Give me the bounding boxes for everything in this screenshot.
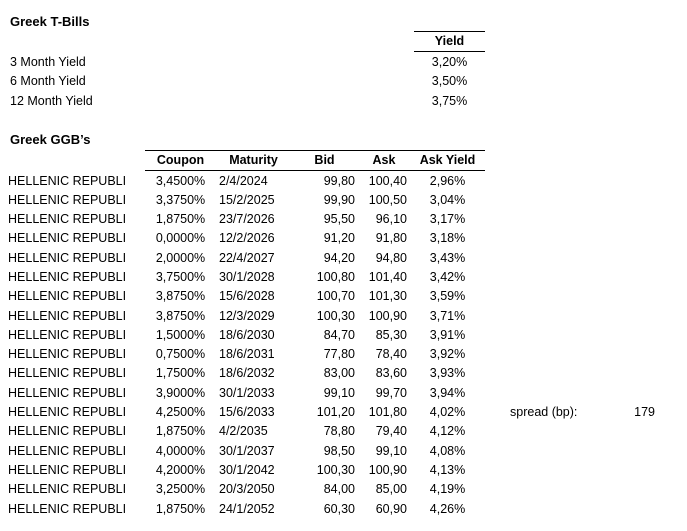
tbill-row [0, 53, 687, 72]
ggb-cell-maturity: 18/6/2032 [219, 366, 275, 381]
ggb-table-row [0, 229, 687, 248]
ggb-cell-coupon: 3,9000% [155, 385, 206, 400]
ggb-table-row [0, 480, 687, 499]
ggb-cell-maturity: 15/2/2025 [219, 192, 275, 207]
ggb-cell-bid: 99,10 [323, 385, 355, 400]
tbill-row-yield-value: 3,20% [431, 55, 468, 69]
tbills-rows [0, 53, 687, 111]
ggb-cell-maturity: 22/4/2027 [219, 250, 275, 265]
ggb-cell-ask-yield: 4,13% [429, 462, 466, 477]
ggb-cell-coupon: 0,0000% [155, 231, 206, 246]
ggb-cell-maturity: 4/2/2035 [219, 424, 268, 439]
ggb-cell-bid: 91,20 [323, 231, 355, 246]
ggb-cell-ask: 100,90 [368, 462, 407, 477]
ggb-cell-ask: 100,90 [368, 308, 407, 323]
ggb-cell-ask: 99,10 [375, 443, 407, 458]
ggb-cell-bid: 101,20 [316, 405, 355, 420]
ggb-cell-ask: 100,50 [368, 192, 407, 207]
spread-note [510, 403, 655, 422]
ggbs-section-title: Greek GGB’s [10, 132, 91, 147]
ggb-cell-ask: 101,40 [368, 269, 407, 284]
ggb-cell-issuer: HELLENIC REPUBLI [8, 231, 127, 246]
ggb-cell-coupon: 0,7500% [155, 347, 206, 362]
ggb-cell-maturity: 20/3/2050 [219, 482, 275, 497]
ggb-cell-maturity: 24/1/2052 [219, 501, 275, 516]
ggb-cell-ask: 94,80 [375, 250, 407, 265]
ggb-cell-maturity: 15/6/2033 [219, 405, 275, 420]
ggb-table-row [0, 500, 687, 519]
ggb-cell-ask-yield: 3,17% [429, 212, 466, 227]
column-header-bid: Bid [314, 153, 335, 167]
column-header-ask-yield: Ask Yield [419, 153, 476, 167]
ggb-cell-bid: 100,30 [316, 308, 355, 323]
ggb-cell-coupon: 3,4500% [155, 173, 206, 188]
ggb-cell-ask: 101,80 [368, 405, 407, 420]
ggb-cell-ask-yield: 4,12% [429, 424, 466, 439]
ggb-cell-ask-yield: 4,19% [429, 482, 466, 497]
ggb-table-row [0, 287, 687, 306]
tbill-row [0, 72, 687, 91]
ggb-cell-ask-yield: 3,43% [429, 250, 466, 265]
ggb-cell-maturity: 18/6/2030 [219, 327, 275, 342]
ggb-cell-bid: 95,50 [323, 212, 355, 227]
ggb-cell-bid: 77,80 [323, 347, 355, 362]
ggb-cell-bid: 83,00 [323, 366, 355, 381]
spread-label: spread (bp): [510, 405, 578, 419]
tbills-yield-column-header: Yield [414, 31, 485, 52]
ggb-cell-coupon: 1,8750% [155, 424, 206, 439]
column-header-coupon: Coupon [156, 153, 205, 167]
ggbs-table-body [0, 172, 687, 519]
ggb-cell-maturity: 23/7/2026 [219, 212, 275, 227]
ggb-cell-issuer: HELLENIC REPUBLI [8, 385, 127, 400]
ggb-cell-ask-yield: 4,26% [429, 501, 466, 516]
ggb-cell-ask-yield: 3,94% [429, 385, 466, 400]
ggb-cell-coupon: 4,2500% [155, 405, 206, 420]
ggb-cell-issuer: HELLENIC REPUBLI [8, 212, 127, 227]
ggb-cell-ask-yield: 3,93% [429, 366, 466, 381]
column-header-ask: Ask [372, 153, 396, 167]
ggb-cell-bid: 78,80 [323, 424, 355, 439]
ggb-cell-coupon: 4,2000% [155, 462, 206, 477]
ggb-cell-ask-yield: 4,08% [429, 443, 466, 458]
ggb-cell-maturity: 30/1/2037 [219, 443, 275, 458]
ggbs-table-header-row [145, 150, 485, 171]
ggb-cell-issuer: HELLENIC REPUBLI [8, 173, 127, 188]
ggb-table-row [0, 442, 687, 461]
ggb-cell-ask: 96,10 [375, 212, 407, 227]
ggb-cell-coupon: 4,0000% [155, 443, 206, 458]
ggb-cell-ask: 100,40 [368, 173, 407, 188]
ggb-cell-issuer: HELLENIC REPUBLI [8, 424, 127, 439]
ggb-table-row [0, 364, 687, 383]
ggb-cell-ask: 60,90 [375, 501, 407, 516]
ggb-cell-issuer: HELLENIC REPUBLI [8, 327, 127, 342]
ggb-cell-issuer: HELLENIC REPUBLI [8, 269, 127, 284]
tbill-row [0, 92, 687, 111]
ggb-cell-issuer: HELLENIC REPUBLI [8, 366, 127, 381]
ggb-cell-maturity: 30/1/2028 [219, 269, 275, 284]
ggb-cell-issuer: HELLENIC REPUBLI [8, 192, 127, 207]
ggb-cell-maturity: 2/4/2024 [219, 173, 268, 188]
ggb-cell-coupon: 1,8750% [155, 212, 206, 227]
ggb-cell-bid: 100,80 [316, 269, 355, 284]
ggb-cell-ask: 91,80 [375, 231, 407, 246]
ggb-cell-ask-yield: 3,59% [429, 289, 466, 304]
ggb-cell-ask-yield: 3,91% [429, 327, 466, 342]
ggb-cell-issuer: HELLENIC REPUBLI [8, 250, 127, 265]
ggb-cell-maturity: 30/1/2042 [219, 462, 275, 477]
ggb-cell-ask-yield: 3,71% [429, 308, 466, 323]
ggb-cell-issuer: HELLENIC REPUBLI [8, 443, 127, 458]
ggb-cell-ask-yield: 3,18% [429, 231, 466, 246]
ggb-cell-bid: 100,70 [316, 289, 355, 304]
ggb-table-row [0, 326, 687, 345]
ggb-table-row [0, 249, 687, 268]
ggb-cell-ask-yield: 2,96% [429, 173, 466, 188]
ggb-cell-issuer: HELLENIC REPUBLI [8, 308, 127, 323]
ggb-cell-issuer: HELLENIC REPUBLI [8, 462, 127, 477]
ggb-table-row [0, 345, 687, 364]
ggb-cell-issuer: HELLENIC REPUBLI [8, 289, 127, 304]
ggb-cell-coupon: 1,8750% [155, 501, 206, 516]
ggb-cell-ask: 78,40 [375, 347, 407, 362]
ggb-cell-maturity: 30/1/2033 [219, 385, 275, 400]
ggb-cell-bid: 94,20 [323, 250, 355, 265]
ggb-cell-ask: 85,30 [375, 327, 407, 342]
ggb-cell-issuer: HELLENIC REPUBLI [8, 501, 127, 516]
ggb-cell-ask-yield: 4,02% [429, 405, 466, 420]
tbill-row-label: 12 Month Yield [10, 93, 93, 108]
tbill-row-yield-value: 3,50% [431, 74, 468, 89]
ggb-cell-bid: 100,30 [316, 462, 355, 477]
ggb-table-row [0, 191, 687, 210]
tbills-section-title: Greek T-Bills [10, 14, 90, 29]
ggb-table-row [0, 461, 687, 480]
ggb-cell-ask-yield: 3,42% [429, 269, 466, 284]
ggb-cell-coupon: 3,8750% [155, 289, 206, 304]
tbill-row-yield-value: 3,75% [431, 93, 468, 108]
ggb-cell-maturity: 18/6/2031 [219, 347, 275, 362]
ggb-cell-bid: 98,50 [323, 443, 355, 458]
column-header-maturity: Maturity [229, 153, 278, 167]
ggb-table-row [0, 210, 687, 229]
ggb-cell-coupon: 1,7500% [155, 366, 206, 381]
ggb-cell-bid: 84,00 [323, 482, 355, 497]
ggb-cell-ask: 99,70 [375, 385, 407, 400]
ggb-cell-coupon: 3,2500% [155, 482, 206, 497]
ggb-cell-coupon: 3,8750% [155, 308, 206, 323]
ggb-cell-maturity: 12/2/2026 [219, 231, 275, 246]
ggb-cell-coupon: 1,5000% [155, 327, 206, 342]
ggb-table-row [0, 268, 687, 287]
ggb-table-row [0, 422, 687, 441]
ggb-cell-coupon: 2,0000% [155, 250, 206, 265]
ggb-cell-issuer: HELLENIC REPUBLI [8, 405, 127, 420]
ggb-cell-ask-yield: 3,92% [429, 347, 466, 362]
ggb-cell-issuer: HELLENIC REPUBLI [8, 347, 127, 362]
ggb-cell-maturity: 15/6/2028 [219, 289, 275, 304]
ggb-cell-ask-yield: 3,04% [429, 192, 466, 207]
ggb-cell-ask: 101,30 [368, 289, 407, 304]
ggb-cell-maturity: 12/3/2029 [219, 308, 275, 323]
ggb-table-row [0, 172, 687, 191]
tbill-row-label: 3 Month Yield [10, 55, 86, 69]
ggb-table-row [0, 307, 687, 326]
ggb-cell-coupon: 3,3750% [155, 192, 206, 207]
ggb-cell-ask: 85,00 [375, 482, 407, 497]
ggb-cell-bid: 99,80 [323, 173, 355, 188]
ggb-cell-bid: 60,30 [323, 501, 355, 516]
spread-value: 179 [634, 405, 655, 419]
tbill-row-label: 6 Month Yield [10, 74, 86, 89]
ggb-cell-bid: 84,70 [323, 327, 355, 342]
ggb-cell-coupon: 3,7500% [155, 269, 206, 284]
ggb-cell-issuer: HELLENIC REPUBLI [8, 482, 127, 497]
ggb-cell-ask: 79,40 [375, 424, 407, 439]
ggb-table-row [0, 384, 687, 403]
ggb-cell-ask: 83,60 [375, 366, 407, 381]
ggb-cell-bid: 99,90 [323, 192, 355, 207]
